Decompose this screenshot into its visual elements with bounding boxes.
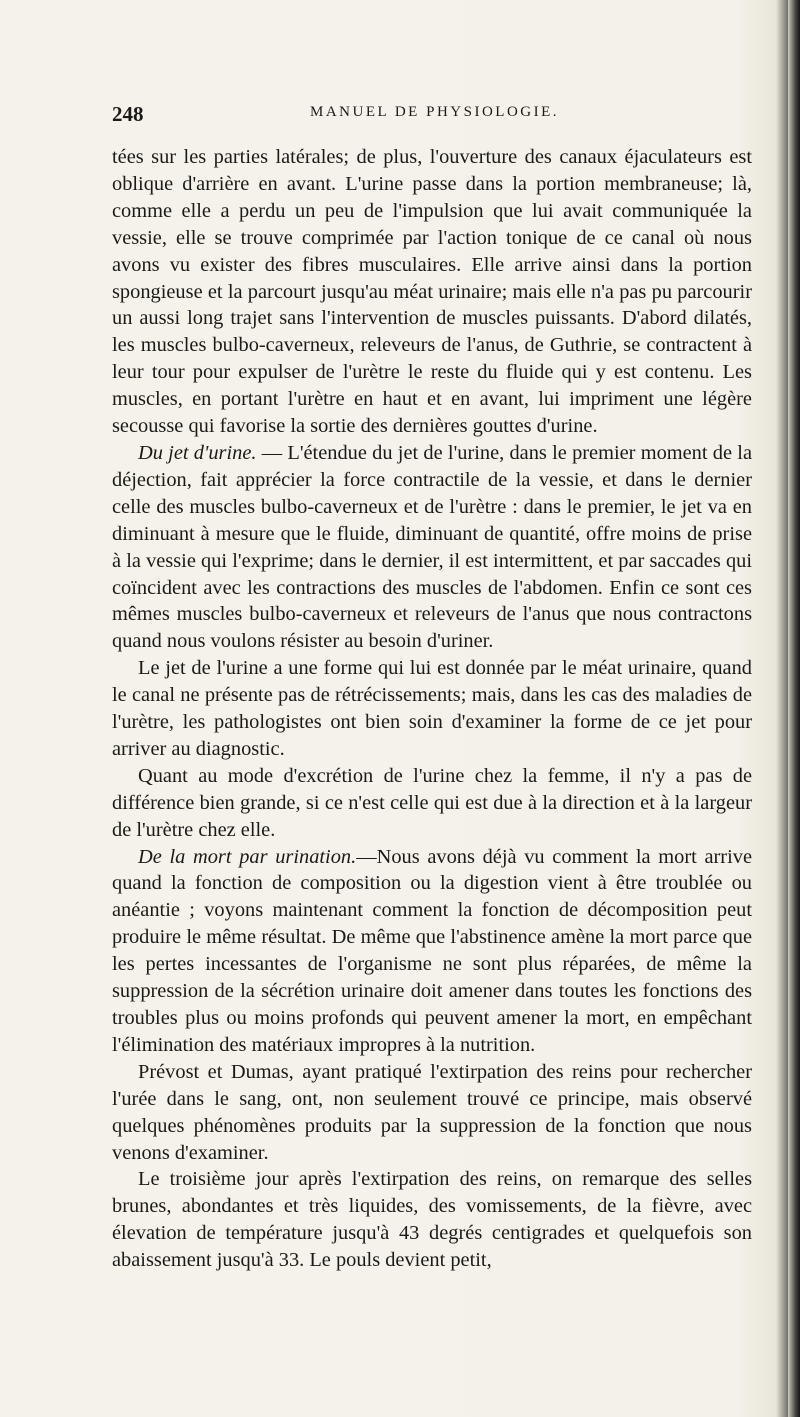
section-heading: Du jet d'urine.: [138, 441, 257, 464]
section-heading: De la mort par urination.: [138, 845, 357, 868]
paragraph-prevost-dumas: [112, 1059, 752, 1167]
paragraph-text: tées sur les parties latérales; de plus, l'ouverture des canaux éjaculateurs est oblique d'arrière en avant. L'urine passe dans la portion membraneuse; là, comme elle a perdu un peu de l'impulsion que lui avait communiquée la vessie, elle se trouve comprimée par l'action tonique de ce canal où nous avons vu exister des fibres musculaires. Elle arrive ainsi dans la portion spongieuse et la parcourt jusqu'au méat urinaire; mais elle n'a pas pu parcourir un aussi long trajet sans l'intervention de muscles puissants. D'abord dilatés, les muscles bulbo-caverneux, releveurs de l'anus, de Guthrie, se contractent à leur tour pour expulser de l'urètre le reste du fluide qui y est contenu. Les muscles, en portant l'urètre en haut et en avant, lui impriment une légère secousse qui favorise la sortie des dernières gouttes d'urine.: [112, 146, 752, 438]
paragraph-continuation: [112, 144, 752, 440]
paragraph-text: — L'étendue du jet de l'urine, dans le premier moment de la déjection, fait apprécier la force contractile de la vessie, et dans le dernier celle des muscles bulbo-caverneux et de l'urètre : dans le premier, le jet va en diminuant à mesure que le fluide, diminuant de quantité, offre moins de prise à la vessie qui l'exprime; dans le dernier, il est intermittent, et par saccades qui coïncident avec les contractions des muscles de l'abdomen. Enfin ce sont ces mêmes muscles bulbo-caverneux et releveurs de l'anus que nous contractons quand nous voulons résister au besoin d'uriner.: [112, 441, 752, 653]
paragraph-text: Quant au mode d'excrétion de l'urine chez la femme, il n'y a pas de différence bien grande, si ce n'est celle qui est due à la direction et à la largeur de l'urètre chez elle.: [112, 764, 752, 841]
paragraph-text: Le jet de l'urine a une forme qui lui est donnée par le méat urinaire, quand le canal ne présente pas de rétrécissements; mais, dans les cas des maladies de l'urètre, les pathologistes ont bien soin d'examiner la forme de ce jet pour arriver au diagnostic.: [112, 657, 752, 760]
body-text: [112, 144, 752, 1274]
paragraph-troisieme-jour: [112, 1166, 752, 1274]
paragraph-mort-urination: [112, 844, 752, 1059]
paragraph-text: Prévost et Dumas, ayant pratiqué l'extirpation des reins pour rechercher l'urée dans le sang, ont, non seulement trouvé ce principe, mais observé quelques phénomènes produits par la suppression de la fonction que nous venons d'examiner.: [112, 1060, 752, 1164]
page-header: [112, 102, 722, 126]
paragraph-text: Le troisième jour après l'extirpation des reins, on remarque des selles brunes, abondantes et très liquides, des vomissements, de la fièvre, avec élevation de température jusqu'à 43 degrés centigrades et quelquefois son abaissement jusqu'à 33. Le pouls devient petit,: [112, 1168, 752, 1272]
paragraph-jet-form: [112, 655, 752, 763]
running-title: MANUEL DE PHYSIOLOGIE.: [310, 104, 560, 120]
paragraph-femme: [112, 763, 752, 844]
paragraph-text: —Nous avons déjà vu comment la mort arrive quand la fonction de composition ou la digestion vient à être troublée ou anéantie ; voyons maintenant comment la fonction de décomposition peut produire le même résultat. De même que l'abstinence amène la mort parce que les pertes incessantes de l'organisme ne sont plus réparées, de même la suppression de la sécrétion urinaire doit amener dans toutes les fonctions des troubles plus ou moins profonds qui peuvent amener la mort, en empêchant l'élimination des matériaux impropres à la nutrition.: [112, 845, 752, 1056]
page-number: 248: [112, 102, 144, 126]
paragraph-jet-urine: [112, 440, 752, 655]
page-binding-edge: [788, 0, 800, 1417]
